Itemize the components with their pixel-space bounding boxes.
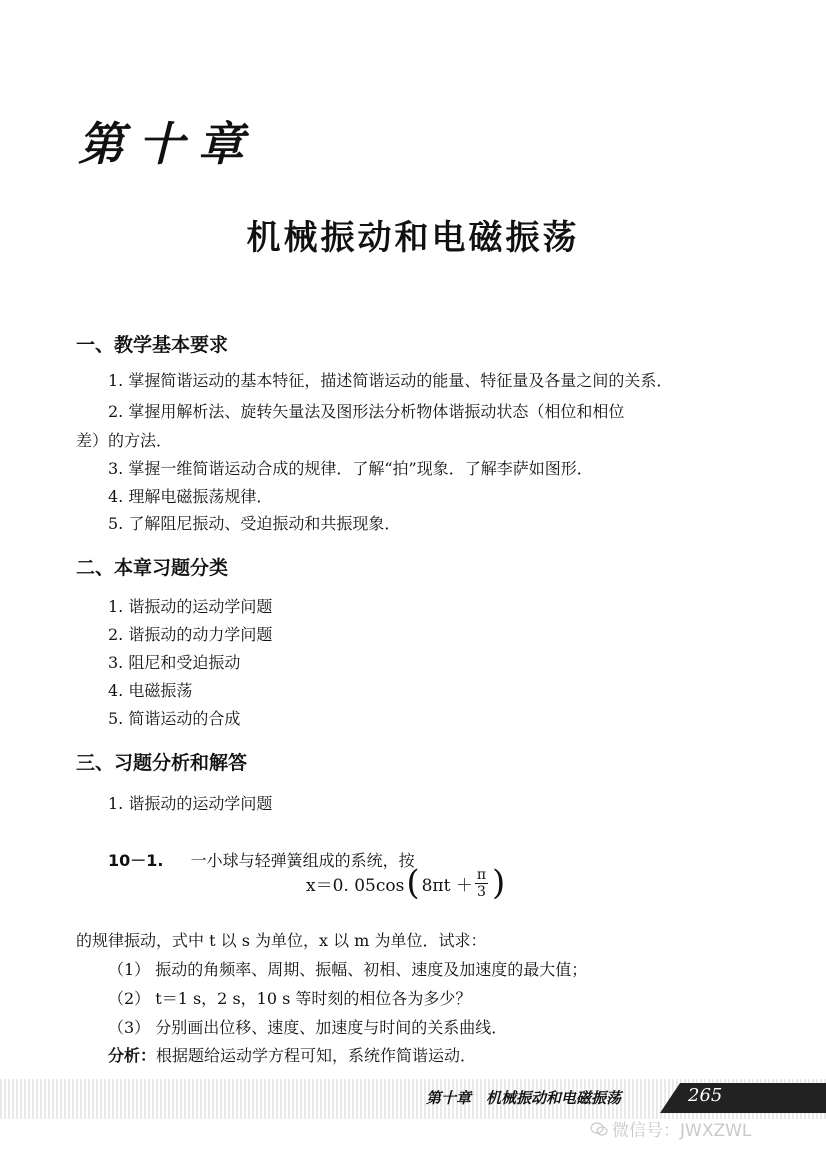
- formula-inner: 8πt ＋: [421, 875, 473, 896]
- requirement-line: 5. 了解阻尼振动、受迫振动和共振现象．: [108, 514, 401, 533]
- watermark-text: 微信号：JWXZWL: [612, 1121, 752, 1141]
- category-item: 5. 简谐运动的合成: [108, 709, 241, 728]
- motion-equation: [306, 863, 507, 903]
- requirement-line: 4. 理解电磁振荡规律．: [108, 487, 273, 506]
- footer-chapter-title: 第十章 机械振动和电磁振荡: [426, 1089, 622, 1107]
- question-item: （2） t＝1 s，2 s，10 s 等时刻的相位各为多少？: [108, 989, 472, 1008]
- requirement-line: 差）的方法．: [76, 431, 173, 450]
- category-item: 1. 谐振动的运动学问题: [108, 597, 273, 616]
- question-item: （1） 振动的角频率、周期、振幅、初相、速度及加速度的最大值；: [108, 960, 588, 979]
- watermark: [590, 1116, 751, 1141]
- problem-continuation: 的规律振动，式中 t 以 s 为单位，x 以 m 为单位．试求：: [76, 931, 487, 950]
- section-heading-requirements: 一、教学基本要求: [76, 334, 229, 356]
- fraction-numerator: π: [476, 866, 487, 883]
- page-number: 265: [688, 1085, 723, 1106]
- question-item: （3） 分别画出位移、速度、加速度与时间的关系曲线．: [108, 1018, 508, 1037]
- left-paren: (: [406, 863, 420, 903]
- section-heading-solutions: 三、习题分析和解答: [76, 752, 248, 774]
- formula-lhs: x＝0. 05cos: [306, 875, 405, 896]
- section-heading-classification: 二、本章习题分类: [76, 557, 229, 579]
- requirement-line: 3. 掌握一维简谐运动合成的规律．了解“拍”现象．了解李萨如图形．: [108, 459, 593, 478]
- phase-fraction: [475, 867, 488, 900]
- subsection-heading: 1. 谐振动的运动学问题: [108, 794, 273, 813]
- problem-number: 10－1.: [108, 851, 164, 870]
- requirement-line: 2. 掌握用解析法、旋转矢量法及图形法分析物体谐振动状态（相位和相位: [108, 402, 625, 421]
- right-paren: ): [492, 863, 506, 903]
- wechat-icon: [590, 1122, 608, 1136]
- category-item: 3. 阻尼和受迫振动: [108, 653, 241, 672]
- category-item: 4. 电磁振荡: [108, 681, 193, 700]
- page-number-tab: [660, 1083, 826, 1113]
- chapter-label: 第十章: [78, 117, 258, 171]
- analysis-paragraph: [108, 1043, 476, 1066]
- category-item: 2. 谐振动的动力学问题: [108, 625, 273, 644]
- fraction-denominator: 3: [476, 883, 486, 900]
- analysis-label: 分析：: [108, 1046, 157, 1065]
- chapter-title: 机械振动和电磁振荡: [246, 218, 580, 258]
- analysis-text: 根据题给运动学方程可知，系统作简谐运动．: [156, 1046, 477, 1065]
- problem-intro: 一小球与轻弹簧组成的系统，按: [190, 851, 415, 870]
- requirement-line: 1. 掌握简谐运动的基本特征，描述简谐运动的能量、特征量及各量之间的关系．: [108, 371, 673, 390]
